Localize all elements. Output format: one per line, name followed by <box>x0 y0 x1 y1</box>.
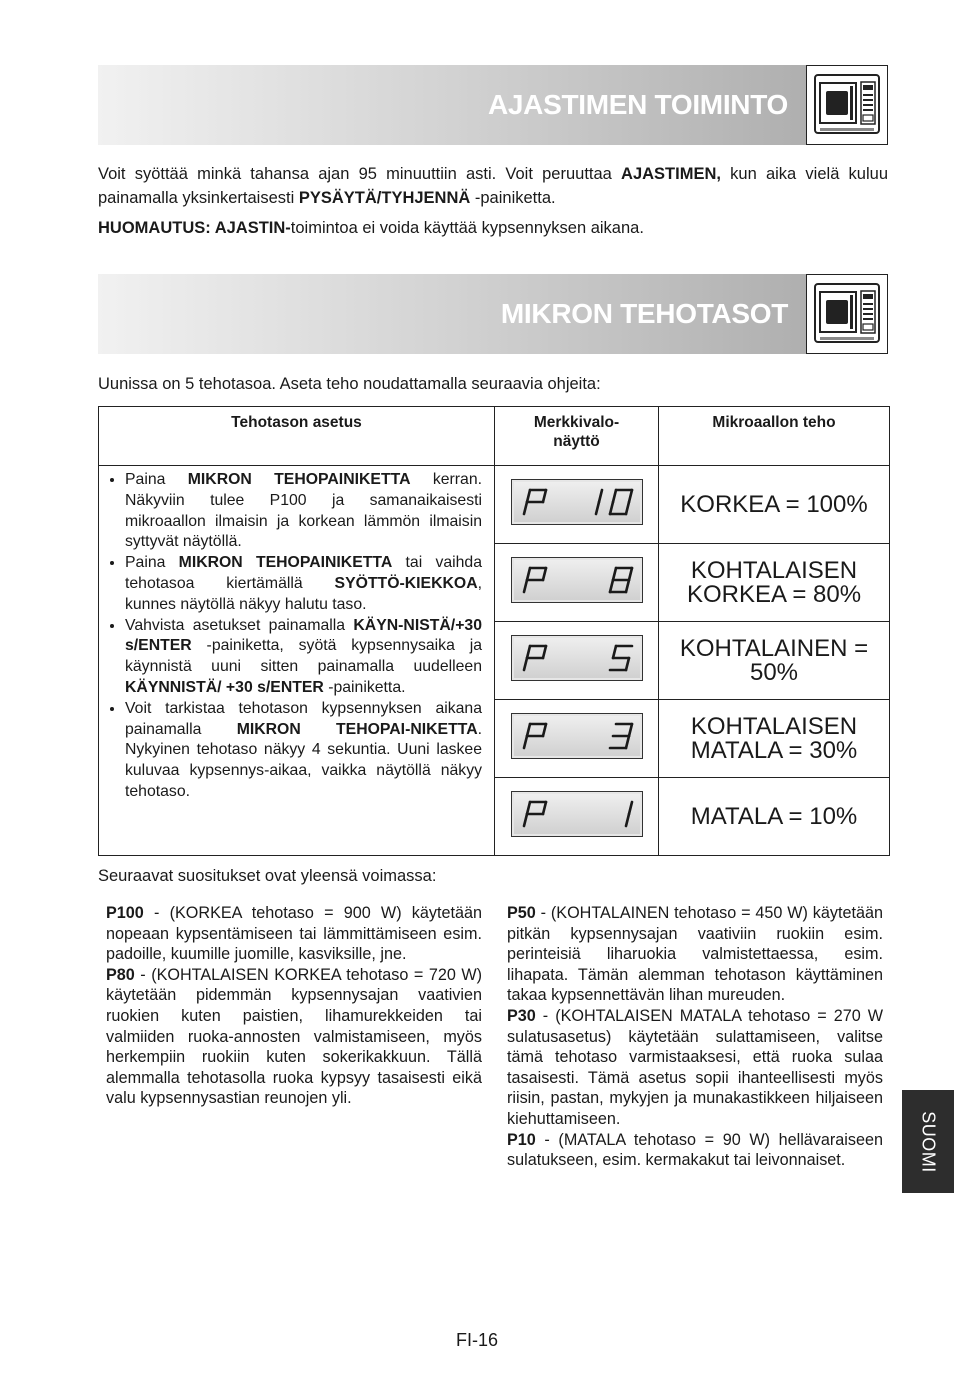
section-banner-power <box>98 274 888 354</box>
header-display: Merkkivalo- näyttö <box>495 407 659 466</box>
lcd-display <box>511 791 643 837</box>
microwave-icon <box>806 65 888 145</box>
list-item: • Paina MIKRON TEHOPAINIKETTA kerran. Näkyviin tulee P100 ja samanaikaisesti mikroaallon ilmaisin ja korkean lämmön ilmaisin syttyvät näytöllä. <box>125 470 482 553</box>
lcd-segment <box>613 646 616 658</box>
lcd-segment <box>626 658 629 670</box>
header-setting: Tehotason asetus <box>99 407 495 466</box>
lcd-segment <box>527 568 530 580</box>
lcd-segment <box>626 814 629 826</box>
timer-description: Voit syöttää minkä tahansa ajan 95 minuuttiin asti. Voit peruuttaa AJASTIMEN, kun aika vielä kuluu painamalla yksinkertaisesti PYSÄYTÄ/TYHJENNÄ -painiketta. HUOMAUTUS: AJASTIN-toimintoa ei voida käyttää kypsennyksen aikana. <box>98 165 889 237</box>
lcd-readout <box>512 792 642 836</box>
lcd-segment <box>524 502 527 514</box>
lcd-segment <box>613 490 616 502</box>
lcd-readout <box>512 558 642 602</box>
lcd-segment <box>629 724 632 736</box>
display-cell <box>495 778 659 856</box>
lcd-segment <box>524 814 527 826</box>
recommendations-right <box>507 903 883 1171</box>
section-title: MIKRON TEHOTASOT <box>500 298 788 329</box>
power-level-cell: KORKEA = 100% <box>659 466 890 544</box>
list-item: • Vahvista asetukset painamalla KÄYN-NISTÄ/+30 s/ENTER -painiketta, syötä kypsennysaika ja käynnistä uuni sitten painamalla uudelleen KÄYNNISTÄ/ +30 s/ENTER -painiketta. <box>125 616 482 699</box>
recommendation-p100: P100 - (KORKEA tehotaso = 900 W) käytetään nopeaan kypsentämiseen tai lämmittämiseen esim. padoille, kuumille juomille, kasviksille, jne. <box>106 904 482 964</box>
list-item: • Voit tarkistaa tehotason kypsennyksen aikana painamalla MIKRON TEHOPAI-NIKETTA. Nykyinen tehotaso näkyy 4 sekuntia. Uuni laskee kuluvaa kypsennys-aikaa, vaikka näytöllä näkyy tehotaso. <box>125 699 482 803</box>
lcd-segment <box>543 490 546 502</box>
lcd-segment <box>527 646 530 658</box>
lcd-segment <box>527 802 530 814</box>
lcd-readout <box>512 636 642 680</box>
lcd-segment <box>543 646 546 658</box>
lcd-segment <box>524 658 527 670</box>
instructions-cell <box>99 466 495 856</box>
header-power: Mikroaallon teho <box>659 407 890 466</box>
lcd-segment <box>527 490 530 502</box>
language-tab: SUOMI <box>902 1090 954 1193</box>
lcd-segment <box>629 568 632 580</box>
lcd-display <box>511 557 643 603</box>
lcd-segment <box>626 502 629 514</box>
lcd-display <box>511 713 643 759</box>
recommendation-p50: P50 - (KOHTALAINEN tehotaso = 450 W) käytetään pitkän kypsennysajan vaativiin ruokiin esim. perinteisiä liharuokia valmistettaessa, esim. lihapata. Tämän alemman tehotason käyttäminen takaa kypsennettävän lihan mureuden. <box>507 904 883 1005</box>
lcd-display <box>511 479 643 525</box>
lcd-segment <box>524 580 527 592</box>
power-level-cell: KOHTALAISEN KORKEA = 80% <box>659 544 890 622</box>
lcd-segment <box>613 568 616 580</box>
lcd-segment <box>610 502 613 514</box>
lcd-segment <box>543 802 546 814</box>
microwave-icon <box>806 274 888 354</box>
power-level-table <box>98 406 890 856</box>
display-cell <box>495 466 659 544</box>
lcd-segment <box>543 568 546 580</box>
recommendation-p10: P10 - (MATALA tehotaso = 90 W) hellävaraiseen sulatukseen, esim. kermakakut tai leivonnaiset. <box>507 1130 883 1170</box>
section-title: AJASTIMEN TOIMINTO <box>487 89 788 120</box>
lcd-segment <box>610 580 613 592</box>
page-number: FI-16 <box>455 1330 498 1350</box>
recommendation-p80: P80 - (KOHTALAISEN KORKEA tehotaso = 720 W) käytetään pidemmän kypsennysajan vaativien ruokien kuten paistien, lihamurekkeiden tai valmiiden ruoka-annosten valmistamiseen, myös herkempiin ruokiin kuten sokerikakkuun. Tällä alemmalla tehotasolla ruoka kypsyy tasaisesti eikä valu kypsennysastian reunojen yli. <box>106 965 482 1108</box>
section-banner-timer <box>98 65 888 145</box>
lcd-segment <box>626 580 629 592</box>
power-level-cell: KOHTALAISEN MATALA = 30% <box>659 700 890 778</box>
lcd-segment <box>629 802 632 814</box>
display-cell <box>495 700 659 778</box>
recommendation-intro: Seuraavat suositukset ovat yleensä voimassa: <box>98 867 437 885</box>
instruction-list <box>107 470 482 803</box>
lcd-segment <box>524 736 527 748</box>
lcd-segment <box>599 490 602 502</box>
recommendation-p30: P30 - (KOHTALAISEN MATALA tehotaso = 270 W sulatusasetus) käytetään sulattamiseen, valitse tämä tehotaso varmistaaksesi, että ruoka sulaa tasaisesti. Tämä asetus sopii ihanteellisesti myös riisin, pastan, mykyjen ja munakastikkeen hiljaiseen kiehuttamiseen. <box>507 1006 883 1128</box>
power-level-cell: MATALA = 10% <box>659 778 890 856</box>
lcd-segment <box>543 724 546 736</box>
display-cell <box>495 544 659 622</box>
power-level-cell: KOHTALAINEN = 50% <box>659 622 890 700</box>
list-item: • Paina MIKRON TEHOPAINIKETTA tai vaihda tehotasoa kiertämällä SYÖTTÖ-KIEKKOA, kunnes näytöllä näkyy halutu taso. <box>125 553 482 615</box>
lcd-readout <box>512 714 642 758</box>
lcd-segment <box>527 724 530 736</box>
lcd-segment <box>626 736 629 748</box>
lcd-segment <box>596 502 599 514</box>
lcd-display <box>511 635 643 681</box>
power-intro: Uunissa on 5 tehotasoa. Aseta teho noudattamalla seuraavia ohjeita: <box>98 375 601 393</box>
recommendations-left <box>106 903 482 1109</box>
display-cell <box>495 622 659 700</box>
lcd-readout <box>512 480 642 524</box>
lcd-segment <box>629 490 632 502</box>
